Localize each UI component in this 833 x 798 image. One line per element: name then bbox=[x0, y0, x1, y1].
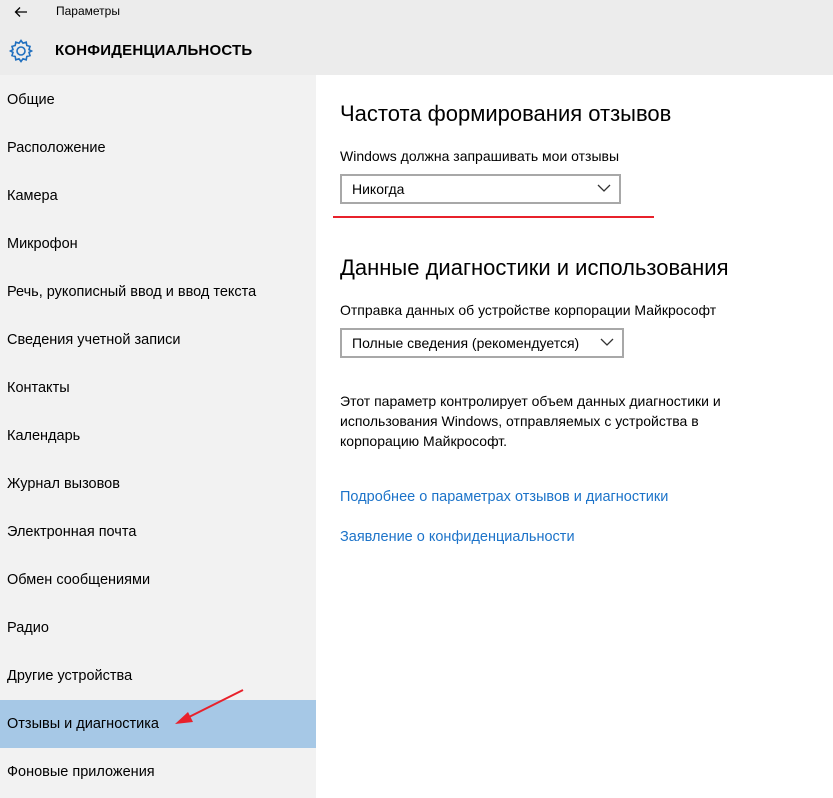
sidebar-item-background-apps[interactable]: Фоновые приложения bbox=[7, 764, 155, 780]
feedback-frequency-heading: Частота формирования отзывов bbox=[340, 101, 672, 126]
gear-icon bbox=[8, 38, 34, 64]
sidebar-item-email[interactable]: Электронная почта bbox=[7, 524, 137, 540]
sidebar-item-messaging[interactable]: Обмен сообщениями bbox=[7, 572, 151, 588]
feedback-frequency-label: Windows должна запрашивать мои отзывы bbox=[340, 148, 620, 164]
diagnostics-level-value: Полные сведения (рекомендуется) bbox=[352, 335, 580, 351]
diagnostics-level-dropdown[interactable] bbox=[340, 328, 624, 358]
diagnostics-description: Этот параметр контролирует объем данных диагностики и использования Windows, отправляемых с устройства в корпорацию Майкрософт. bbox=[340, 393, 721, 449]
back-arrow-icon bbox=[14, 6, 28, 18]
feedback-frequency-dropdown[interactable] bbox=[340, 174, 621, 204]
page-header bbox=[0, 24, 833, 75]
sidebar-item-other-devices[interactable]: Другие устройства bbox=[7, 668, 133, 684]
sidebar-item-radios[interactable]: Радио bbox=[7, 620, 49, 636]
privacy-statement-link[interactable]: Заявление о конфиденциальности bbox=[340, 529, 575, 545]
sidebar-item-camera[interactable]: Камера bbox=[7, 188, 58, 204]
feedback-frequency-value: Никогда bbox=[352, 181, 405, 197]
sidebar-item-calendar[interactable]: Календарь bbox=[7, 428, 81, 444]
sidebar-item-account-info[interactable]: Сведения учетной записи bbox=[7, 332, 181, 348]
sidebar-item-general[interactable]: Общие bbox=[7, 92, 55, 108]
chevron-down-icon bbox=[600, 337, 614, 347]
sidebar-item-call-history[interactable]: Журнал вызовов bbox=[7, 476, 120, 492]
learn-more-link[interactable]: Подробнее о параметрах отзывов и диагностики bbox=[340, 489, 669, 505]
title-bar bbox=[0, 0, 833, 24]
sidebar bbox=[0, 75, 316, 798]
window-title: Параметры bbox=[56, 4, 120, 18]
sidebar-item-speech-inking-typing[interactable]: Речь, рукописный ввод и ввод текста bbox=[7, 284, 257, 300]
sidebar-item-microphone[interactable]: Микрофон bbox=[7, 236, 78, 252]
sidebar-item-location[interactable]: Расположение bbox=[7, 140, 106, 156]
page-title: КОНФИДЕНЦИАЛЬНОСТЬ bbox=[55, 42, 253, 59]
back-button[interactable] bbox=[8, 2, 34, 22]
main-content bbox=[316, 75, 833, 798]
diagnostics-heading: Данные диагностики и использования bbox=[340, 255, 729, 280]
sidebar-item-contacts[interactable]: Контакты bbox=[7, 380, 70, 396]
diagnostics-label: Отправка данных об устройстве корпорации Майкрософт bbox=[340, 302, 717, 318]
chevron-down-icon bbox=[597, 183, 611, 193]
sidebar-item-feedback-diagnostics[interactable]: Отзывы и диагностика bbox=[0, 700, 316, 748]
